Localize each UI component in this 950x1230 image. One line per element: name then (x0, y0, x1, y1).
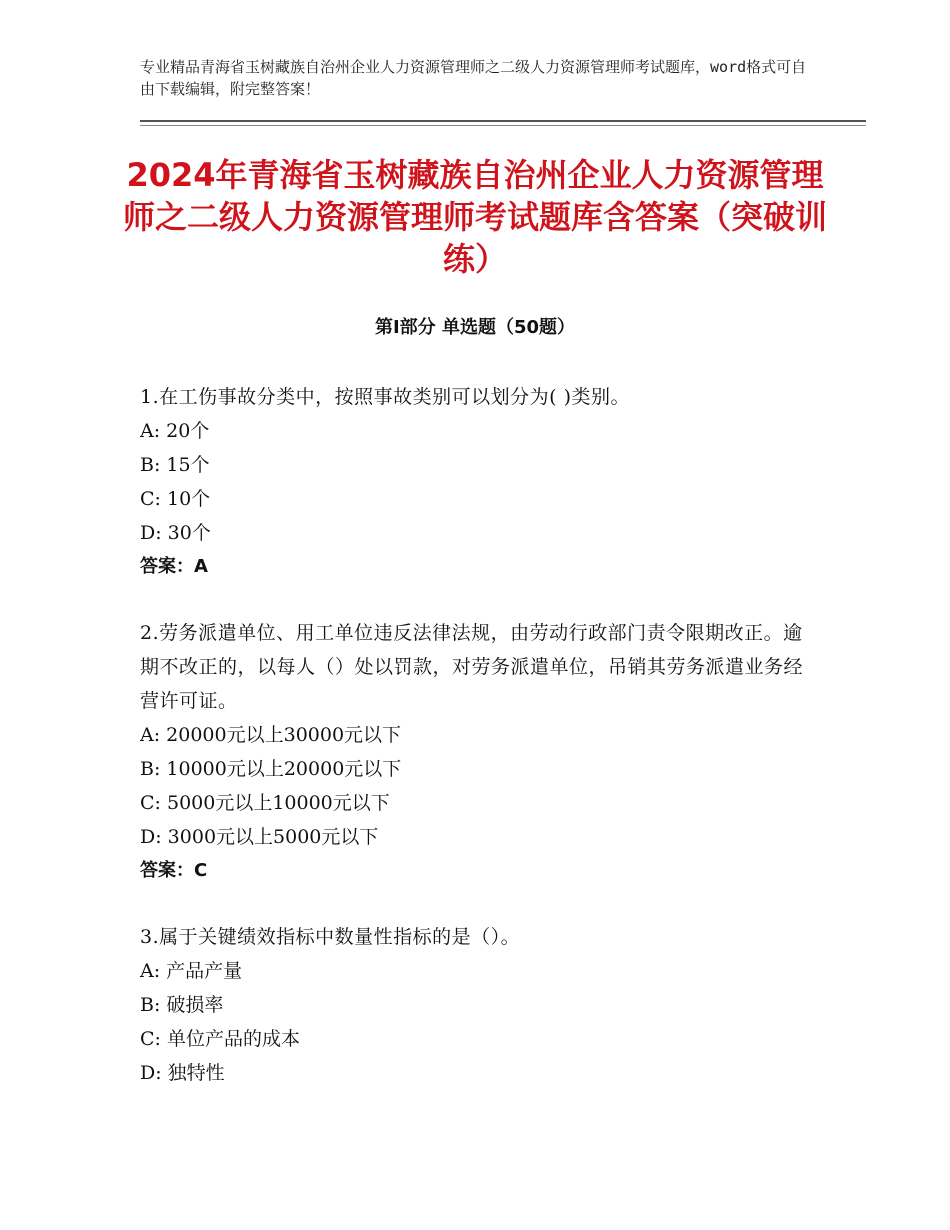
option-b: B: 破损率 (140, 994, 224, 1016)
answer-label: 答案：A (140, 556, 208, 577)
option-d: D: 3000元以上5000元以下 (140, 826, 379, 848)
question-spacer (140, 888, 820, 920)
question-stem: 3.属于关键绩效指标中数量性指标的是（）。 (140, 926, 521, 948)
header-divider-thin (140, 125, 866, 126)
option-d: D: 独特性 (140, 1062, 225, 1084)
header-note: 专业精品青海省玉树藏族自治州企业人力资源管理师之二级人力资源管理师考试题库，word格式可自由下载编辑，附完整答案！ (140, 58, 807, 98)
option-b: B: 15个 (140, 454, 210, 476)
question-spacer (140, 584, 820, 616)
question-3 (140, 920, 820, 1090)
question-stem: 1.在工伤事故分类中，按照事故类别可以划分为( )类别。 (140, 386, 630, 408)
question-list (140, 380, 820, 1090)
question-1 (140, 380, 820, 584)
option-a: A: 20个 (140, 420, 210, 442)
option-d: D: 30个 (140, 522, 211, 544)
option-c: C: 10个 (140, 488, 211, 510)
option-c: C: 5000元以上10000元以下 (140, 792, 390, 814)
option-b: B: 10000元以上20000元以下 (140, 758, 402, 780)
section-title: 第Ⅰ部分 单选题（50题） (374, 317, 575, 338)
answer-label: 答案：C (140, 860, 208, 881)
question-stem: 2.劳务派遣单位、用工单位违反法律法规，由劳动行政部门责令限期改正。逾期不改正的，以每人（）处以罚款，对劳务派遣单位，吊销其劳务派遣业务经营许可证。 (140, 622, 804, 712)
document-title: 2024年青海省玉树藏族自治州企业人力资源管理师之二级人力资源管理师考试题库含答案（突破训练） (122, 156, 827, 278)
header-divider (140, 120, 866, 122)
option-a: A: 产品产量 (140, 960, 243, 982)
question-2 (140, 616, 820, 888)
option-c: C: 单位产品的成本 (140, 1028, 300, 1050)
option-a: A: 20000元以上30000元以下 (140, 724, 402, 746)
